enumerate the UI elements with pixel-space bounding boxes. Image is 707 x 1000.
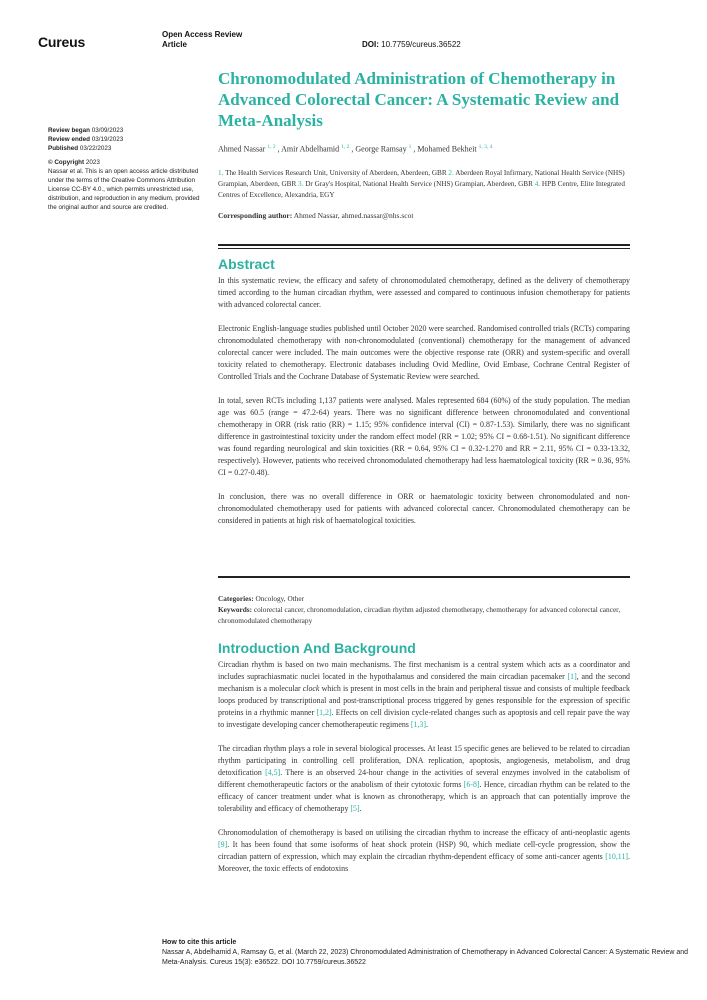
article-header [218,68,630,220]
keywords: Keywords: colorectal cancer, chronomodulation, circadian rhythm adjusted chemotherapy, chemotherapy for advanced colorectal cancer, chronomodulated chemotherapy [218,605,621,625]
article-type-line1: Open Access Review [162,30,243,39]
section-divider [218,576,630,578]
article-type-line2: Article [162,40,187,49]
citation-link[interactable]: [1] [567,672,577,681]
citation-link[interactable]: [1,3] [410,720,426,729]
published-date: Published 03/22/2023 [48,145,112,152]
citation-footer [162,938,692,968]
review-ended: Review ended 03/19/2023 [48,136,124,143]
citation-link[interactable]: [5] [350,804,360,813]
intro-paragraph: The circadian rhythm plays a role in several biological processes. At least 15 specific genes are believed to be related to circadian rhythm participating in controlling cell proliferation, DNA replication, apoptosis, angiogenesis, metabolism, and drug detoxification [4,5]. There is an observed 24-hour change in the activities of several enzymes involved in the catabolism of different chemotherapeutic factors or the anabolism of their cytotoxic forms [6-8]. Hence, circadian rhythm can be related to the efficacy of cancer treatment under what is known as chronotherapy, which is an approach that can potentially improve the tolerability and efficacy of chemotherapy [5]. [218,744,630,813]
corresponding-author: Corresponding author: Ahmed Nassar, ahmed.nassar@nhs.scot [218,210,414,220]
section-divider [218,244,630,246]
abstract-paragraph: In conclusion, there was no overall difference in ORR or haematologic toxicity between chronomodulated and non-chronomodulated chemotherapy used for patients with advanced colorectal cancer. Chronomodulated chemotherapy can be considered in patients at high risk of haematological toxicities. [218,492,630,525]
author-affiliation: 1, 2 [267,144,276,150]
page-title: Chronomodulated Administration of Chemotherapy in Advanced Colorectal Cancer: A Systematic Review and Meta-Analysis [218,69,620,130]
abstract-paragraph: In total, seven RCTs including 1,137 patients were analysed. Males represented 684 (60%) of the study population. The median age was 60.5 (range = 47.2-64) years. There was no significant difference between chronomodulated and conventional chemotherapy in ORR (risk ratio (RR) = 1.15; 95% confidence interval (CI) = 0.87-1.53). Similarly, there was no significant difference in gastrointestinal toxicity under the random effect model (RR = 1.02; 95% CI = 0.68-1.51). No significant difference was found regarding neurological and skin toxicities (RR = 0.64, 95% CI = 0.32-1.270 and RR = 2.11, 95% CI = 0.33-13.32, respectively). However, patients who received chronomodulated chemotherapy had less haematological toxicity (RR = 0.36, 95% CI = 0.27-0.48). [218,396,630,477]
abstract-paragraph: Electronic English-language studies published until October 2020 were searched. Randomised controlled trials (RCTs) comparing chronomodulated chemotherapy with non-chronomodulated (conventional) chemotherapy for the management of advanced colorectal cancer were included. The main outcomes were the objective response rate (ORR) and system-specific and overall toxicity related to chemotherapy. Electronic databases including Ovid Medline, Ovid Embase, Cochrane Central Register of Controlled Trials and the Cochrane Database of Systematic Review were searched. [218,324,630,381]
author-affiliation: 1, 3, 4 [478,144,493,150]
citation-link[interactable]: [10,11] [605,852,629,861]
doi [362,40,461,49]
author[interactable]: Mohamed Bekheit [417,144,477,154]
article-meta [218,593,630,626]
copyright: © Copyright 2023 [48,159,100,166]
license-text: Nassar et al. This is an open access article distributed under the terms of the Creative Commons Attribution License CC-BY 4.0., which permits unrestricted use, distribution, and reproduction in any medium, provided the original author and source are credited. [48,168,200,211]
affiliations: 1. The Health Services Research Unit, University of Aberdeen, Aberdeen, GBR 2. Aberdeen Royal Infirmary, National Health Service (NHS) Grampian, Aberdeen, GBR 3. Dr Gray's Hospital, National Health Service (NHS) Grampian, Aberdeen, GBR 4. HPB Centre, Elite Integrated Centres of Excellence, Alexandria, EGY [218,168,625,199]
abstract-paragraph: In this systematic review, the efficacy and safety of chronomodulated chemotherapy, defined as the delivery of chemotherapy timed according to the human circadian rhythm, were assessed and compared to continuous infusion chemotherapy for patients with advanced colorectal cancer. [218,276,630,309]
introduction-section [218,640,630,875]
abstract-heading: Abstract [218,256,275,272]
abstract-section [218,256,630,527]
section-divider [218,248,630,249]
doi-value[interactable]: 10.7759/cureus.36522 [381,40,461,49]
intro-paragraph: Circadian rhythm is based on two main mechanisms. The first mechanism is a central system which acts as a coordinator and includes suprachiasmatic nuclei located in the hypothalamus and considered the main circadian pacemaker [1], and the second mechanism is a molecular clock which is present in most cells in the brain and peripheral tissue and consists of multiple feedback loops produced by transcriptional and post-transcriptional process triggered by genes responsible for the expression of specific proteins in a rhythmic manner [1,2]. Effects on cell division cycle-related changes such as apoptosis and cell repair pave the way to investigate developing cancer chemotherapeutic regimens [1,3]. [218,660,630,729]
author[interactable]: Amir Abdelhamid [281,144,340,154]
author-affiliation: 1 [408,144,412,150]
author[interactable]: George Ramsay [355,144,407,154]
author-list: Ahmed Nassar $^{1, 2}$ , Amir Abdelhamid $^{1, 2}$ , George Ramsay $^1$ , Mohamed Bekheit $^{1, 3, 4}$ [218,144,493,154]
categories: Categories: Oncology, Other [218,594,305,603]
review-began: Review began 03/09/2023 [48,127,124,134]
cite-label: How to cite this article [162,939,237,946]
citation-link[interactable]: [4,5] [265,768,281,777]
journal-logo: Cureus [38,34,86,50]
author-affiliation: 1, 2 [341,144,350,150]
citation-link[interactable]: [1,2] [316,708,332,717]
doi-label: DOI: [362,40,379,49]
citation-link[interactable]: [9] [218,840,228,849]
cite-text: Nassar A, Abdelhamid A, Ramsay G, et al. (March 22, 2023) Chronomodulated Administration of Chemotherapy in Advanced Colorectal Cancer: A Systematic Review and Meta-Analysis. Cureus 15(3): e36522. DOI 10.7759/cureus.36522 [162,949,689,966]
article-type [162,30,242,50]
introduction-heading: Introduction And Background [218,640,416,656]
review-sidebar [48,126,203,212]
author[interactable]: Ahmed Nassar [218,144,266,154]
intro-paragraph: Chronomodulation of chemotherapy is based on utilising the circadian rhythm to increase the efficacy of anti-neoplastic agents [9]. It has been found that some isoforms of heat shock protein (HSP) 90, which mediate cell-cycle progression, show the circadian pattern of expression, which may explain the circadian rhythm-dependent efficacy of some anti-cancer agents [10,11]. Moreover, the toxic effects of endotoxins [218,828,630,873]
citation-link[interactable]: [6-8] [463,780,480,789]
